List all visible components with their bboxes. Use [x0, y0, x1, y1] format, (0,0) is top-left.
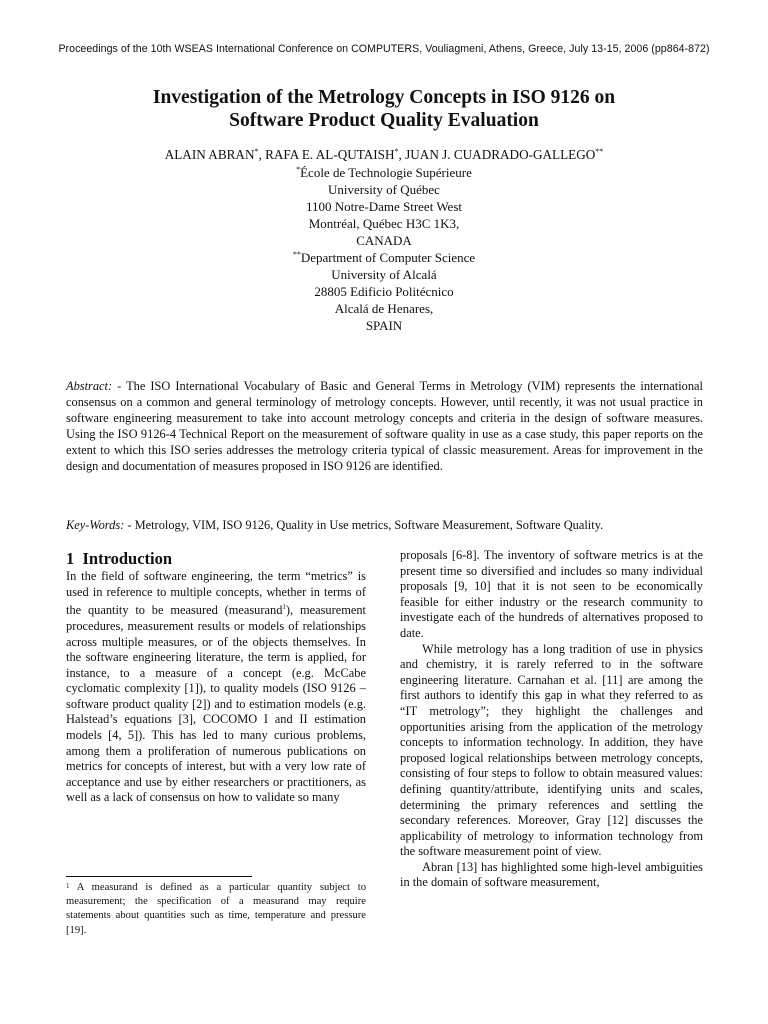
affiliation-line: Montréal, Québec H3C 1K3, [308, 216, 460, 231]
keywords-text: - Metrology, VIM, ISO 9126, Quality in Use metrics, Software Measurement, Software Quality. [124, 518, 604, 532]
affiliation-line: 1100 Notre-Dame Street West [306, 199, 462, 214]
affiliation-2-mark: ** [292, 250, 301, 259]
author-1: ALAIN ABRAN [164, 147, 255, 162]
affiliation-line: **Department of Computer Science [292, 250, 476, 265]
affiliation-1 [0, 164, 768, 249]
affiliation-line: SPAIN [365, 318, 403, 333]
affiliation-line: Alcalá de Henares, [334, 301, 434, 316]
paragraph: While metrology has a long tradition of use in physics and chemistry, it is rarely referred to in the software engineering literature. Carnahan et al. [11] are among the first authors to identify this gap in what they referred to as “IT metrology”; they highlight the challenges and opportunities arising from the application of the metrology concepts to information technology. In addition, they have proposed logical relationships between metrology concepts, consisting of four steps to follow to obtain measured values: defining quantity/attribute, identifying units and scales, determining the primary references and settling the secondary references. Moreover, Gray [12] discusses the applicability of metrology to information technology from the software measurement point of view. [400, 641, 703, 859]
keywords-label: Key-Words: [66, 518, 125, 532]
abstract-text: - The ISO International Vocabulary of Basic and General Terms in Metrology (VIM) represents the international consensus on a common and general terminology of metrology concepts. However, until recently, it was not usual practice in software engineering measurement to take into account metrology concepts and criteria in the design of software measures. Using the ISO 9126-4 Technical Report on the measurement of software quality in use as a case study, this paper reports on the extent to which this ISO series addresses the metrology criteria typical of classic measurement. Areas for improvement in the design and documentation of measures proposed in ISO 9126 are identified. [66, 379, 703, 474]
author-1-mark: * [254, 147, 259, 156]
paragraph: proposals [6-8]. The inventory of software metrics is at the present time so diversified and includes so many individual proposals [9, 10] that it is not seen to be economically feasible for either industry or the research community to investigate each of the hundreds of alternatives proposed to date. [400, 548, 703, 640]
section-title: Introduction [82, 549, 173, 568]
paragraph: Abran [13] has highlighted some high-level ambiguities in the domain of software measurement, [400, 859, 703, 890]
intro-paragraph: In the field of software engineering, the term “metrics” is used in reference to multiple concepts, whether in terms of the quantity to be measured (measurand$^1$), measurement procedures, measurement results or models of relationships across multiple measures, or of the objects themselves. In the software engineering literature, the term is applied, for instance, to a measure of a concept (e.g. McCabe cyclomatic complexity [1]), to quality models (ISO 9126 – software product quality [2]) and to estimation models (e.g. Halstead’s equations [3], COCOMO I and II estimation models [4, 5]). This has led to many curious problems, among them a proliferation of numerous publications on metrics for concepts of interest, but with a very low rate of acceptance and use by either researchers or practitioners, as well as a lack of consensus on how to validate so many [66, 569, 366, 805]
footnote [66, 881, 366, 938]
footnote-ref[interactable]: 1 [282, 603, 286, 612]
section-heading [66, 549, 366, 569]
left-column [66, 549, 366, 806]
affiliation-line: *École de Technologie Supérieure [296, 165, 472, 180]
author-3-mark: ** [595, 147, 604, 156]
abstract [66, 378, 703, 475]
affiliation-line: CANADA [356, 233, 412, 248]
author-list [0, 146, 768, 163]
affiliation-1-mark: * [296, 165, 301, 174]
running-head: Proceedings of the 10th WSEAS International Conference on COMPUTERS, Vouliagmeni, Athens, Greece, July 13-15, 2006 (pp864-872) [58, 43, 710, 55]
keywords [66, 517, 703, 533]
author-3: , JUAN J. CUADRADO-GALLEGO [398, 147, 596, 162]
title-line-2: Software Product Quality Evaluation [229, 110, 539, 131]
paper-title [0, 86, 768, 132]
affiliation-line: University of Alcalá [331, 267, 437, 282]
right-column [400, 548, 703, 891]
author-2: , RAFA E. AL-QUTAISH [258, 147, 395, 162]
footnote-text: A measurand is defined as a particular quantity subject to measurement; the specification of a measurand may require statements about quantities such as time, temperature and pressure [19]. [66, 882, 366, 936]
affiliation-2 [0, 249, 768, 334]
author-2-mark: * [394, 147, 399, 156]
title-line-1: Investigation of the Metrology Concepts in ISO 9126 on [152, 87, 616, 108]
affiliation-line: 28805 Edificio Politécnico [314, 284, 454, 299]
footnote-divider [66, 876, 252, 877]
affiliation-line: University of Québec [328, 182, 440, 197]
section-number: 1 [66, 549, 75, 568]
abstract-label: Abstract: [66, 379, 113, 393]
footnote-mark: 1 [66, 882, 70, 890]
